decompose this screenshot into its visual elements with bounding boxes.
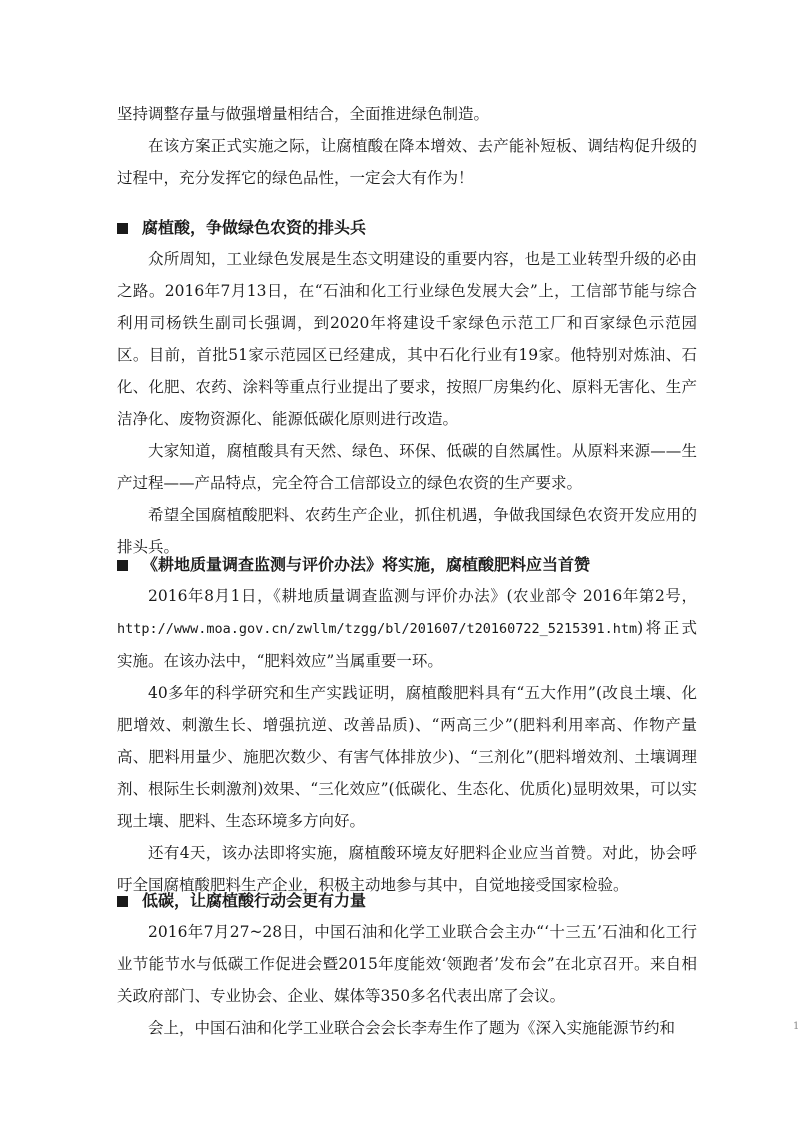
regulation-url-link[interactable]: http://www.moa.gov.cn/zwllm/tzgg/bl/201607/t20160722_5215391.htm bbox=[117, 621, 638, 637]
section-1-title: 腐植酸，争做绿色农资的排头兵 bbox=[142, 218, 367, 237]
section-3-paragraph-2: 会上，中国石油和化学工业联合会会长李寿生作了题为《深入实施能源节约和 bbox=[148, 1019, 676, 1037]
section-3-body bbox=[117, 916, 697, 1044]
square-bullet-icon bbox=[117, 896, 128, 907]
section-1-body bbox=[117, 243, 697, 563]
intro-paragraph-1: 坚持调整存量与做强增量相结合，全面推进绿色制造。 bbox=[117, 105, 490, 123]
section-1-paragraph-3: 希望全国腐植酸肥料、农药生产企业，抓住机遇，争做我国绿色农资开发应用的排头兵。 bbox=[117, 506, 697, 556]
section-1-paragraph-2: 大家知道，腐植酸具有天然、绿色、环保、低碳的自然属性。从原料来源——生产过程——产品特点，完全符合工信部设立的绿色农资的生产要求。 bbox=[117, 442, 697, 492]
square-bullet-icon bbox=[117, 223, 128, 234]
square-bullet-icon bbox=[117, 560, 128, 571]
section-1-paragraph-1: 众所周知，工业绿色发展是生态文明建设的重要内容，也是工业转型升级的必由之路。2016年7月13日，在“石油和化工行业绿色发展大会”上，工信部节能与综合利用司杨铁生副司长强调，到2020年将建设千家绿色示范工厂和百家绿色示范园区。目前，首批51家示范园区已经建成，其中石化行业有19家。他特别对炼油、石化、化肥、农药、涂料等重点行业提出了要求，按照厂房集约化、原料无害化、生产洁净化、废物资源化、能源低碳化原则进行改造。 bbox=[117, 250, 697, 428]
section-2-heading bbox=[117, 549, 717, 581]
section-2-body bbox=[117, 580, 697, 901]
section-1-heading bbox=[117, 212, 717, 244]
page-number: 1 bbox=[793, 1021, 800, 1032]
section-3-heading bbox=[117, 885, 717, 917]
section-2-paragraph-1-text-b: )将正式实施。在该办法中，“肥料效应”当属重要一环。 bbox=[117, 619, 697, 670]
intro-paragraph-2: 在该方案正式实施之际，让腐植酸在降本增效、去产能补短板、调结构促升级的过程中，充分发挥它的绿色品性，一定会大有作为！ bbox=[117, 137, 697, 187]
section-2-paragraph-1-text-a: 2016年8月1日，《耕地质量调查监测与评价办法》(农业部令 2016年第2号， bbox=[148, 587, 697, 605]
intro-block bbox=[117, 98, 697, 194]
section-2-paragraph-1 bbox=[117, 580, 697, 677]
section-2-paragraph-3: 还有4天，该办法即将实施，腐植酸环境友好肥料企业应当首赞。对此，协会呼吁全国腐植酸肥料生产企业，积极主动地参与其中，自觉地接受国家检验。 bbox=[117, 844, 697, 894]
section-3-title: 低碳，让腐植酸行动会更有力量 bbox=[142, 891, 367, 910]
section-2-paragraph-2: 40多年的科学研究和生产实践证明，腐植酸肥料具有“五大作用”(改良土壤、化肥增效、刺激生长、增强抗逆、改善品质)、“两高三少”(肥料利用率高、作物产量高、肥料用量少、施肥次数少、有害气体排放少)、“三剂化”(肥料增效剂、土壤调理剂、根际生长刺激剂)效果、“三化效应”(低碳化、生态化、优质化)显明效果，可以实现土壤、肥料、生态环境多方向好。 bbox=[117, 684, 697, 830]
section-3-paragraph-1: 2016年7月27~28日，中国石油和化学工业联合会主办“‘十三五’石油和化工行业节能节水与低碳工作促进会暨2015年度能效‘领跑者’发布会”在北京召开。来自相关政府部门、专业协会、企业、媒体等350多名代表出席了会议。 bbox=[117, 923, 697, 1005]
section-2-title: 《耕地质量调查监测与评价办法》将实施，腐植酸肥料应当首赞 bbox=[142, 555, 591, 574]
